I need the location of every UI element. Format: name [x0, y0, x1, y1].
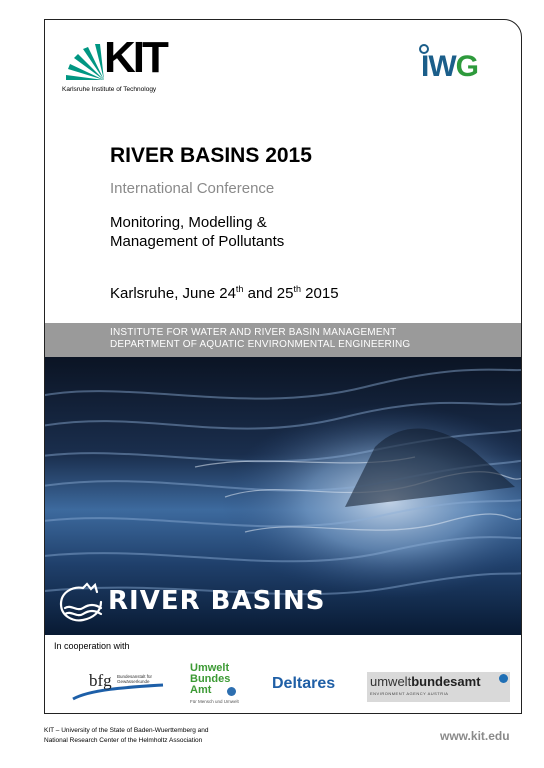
iwg-letter-w: W — [428, 50, 456, 83]
umweltbundesamt-de-logo — [190, 663, 250, 714]
institute-line2: DEPARTMENT OF AQUATIC ENVIRONMENTAL ENGINEERING — [110, 339, 411, 350]
ubaat-subtitle: ENVIRONMENT AGENCY AUSTRIA — [370, 691, 449, 696]
date-sup1: th — [235, 284, 244, 294]
ubaat-part1: umwelt — [370, 674, 412, 689]
ubaat-wordmark — [370, 674, 481, 689]
institute-line1: INSTITUTE FOR WATER AND RIVER BASIN MANAGEMENT — [110, 327, 397, 338]
kit-fan-icon — [62, 42, 106, 82]
bfg-logo — [71, 665, 166, 703]
document-page — [44, 19, 522, 714]
iwg-logo — [417, 42, 507, 90]
cooperation-label: In cooperation with — [54, 641, 130, 651]
bfg-subtitle: Bundesanstalt für Gewässerkunde — [117, 674, 153, 684]
conference-topic-line1: Monitoring, Modelling & — [110, 214, 267, 231]
kit-url: www.kit.edu — [440, 729, 510, 743]
iwg-letter-g: G — [455, 50, 479, 83]
footer-line1: KIT – University of the State of Baden-Wuerttemberg and — [44, 727, 209, 734]
conference-subtitle: International Conference — [110, 180, 275, 197]
iwg-wordmark — [421, 52, 478, 82]
deltares-logo: Deltares — [272, 675, 336, 692]
globe-icon — [227, 687, 236, 696]
date-mid: and 25 — [243, 285, 294, 302]
uba-line2: Bundes — [190, 673, 231, 685]
conference-date — [110, 285, 339, 302]
river-basins-logo-icon — [55, 582, 107, 624]
bfg-arc-icon — [71, 665, 166, 703]
footer-line2: National Research Center of the Helmholtz Association — [44, 737, 203, 744]
conference-title: RIVER BASINS 2015 — [110, 144, 312, 167]
kit-wordmark: KIT — [104, 33, 166, 82]
date-suffix: 2015 — [301, 285, 339, 302]
iwg-letter-i: I — [421, 50, 429, 83]
kit-logo — [62, 33, 192, 98]
uba-line3: Amt — [190, 684, 212, 696]
ubaat-part2: bundesamt — [411, 674, 481, 689]
conference-topic-line2: Management of Pollutants — [110, 233, 285, 250]
uba-line1: Umwelt — [190, 662, 230, 674]
river-basins-banner-text: RIVER BASINS — [108, 586, 326, 616]
date-prefix: Karlsruhe, June 24 — [110, 285, 236, 302]
date-sup2: th — [293, 284, 301, 294]
umweltbundesamt-at-logo — [367, 672, 510, 702]
bfg-wordmark: bfg — [89, 671, 112, 690]
institute-band — [45, 323, 522, 357]
kit-subtitle: Karlsruhe Institute of Technology — [62, 86, 157, 93]
ubaat-badge-icon — [499, 674, 508, 683]
uba-tagline: Für Mensch und Umwelt — [190, 699, 239, 704]
